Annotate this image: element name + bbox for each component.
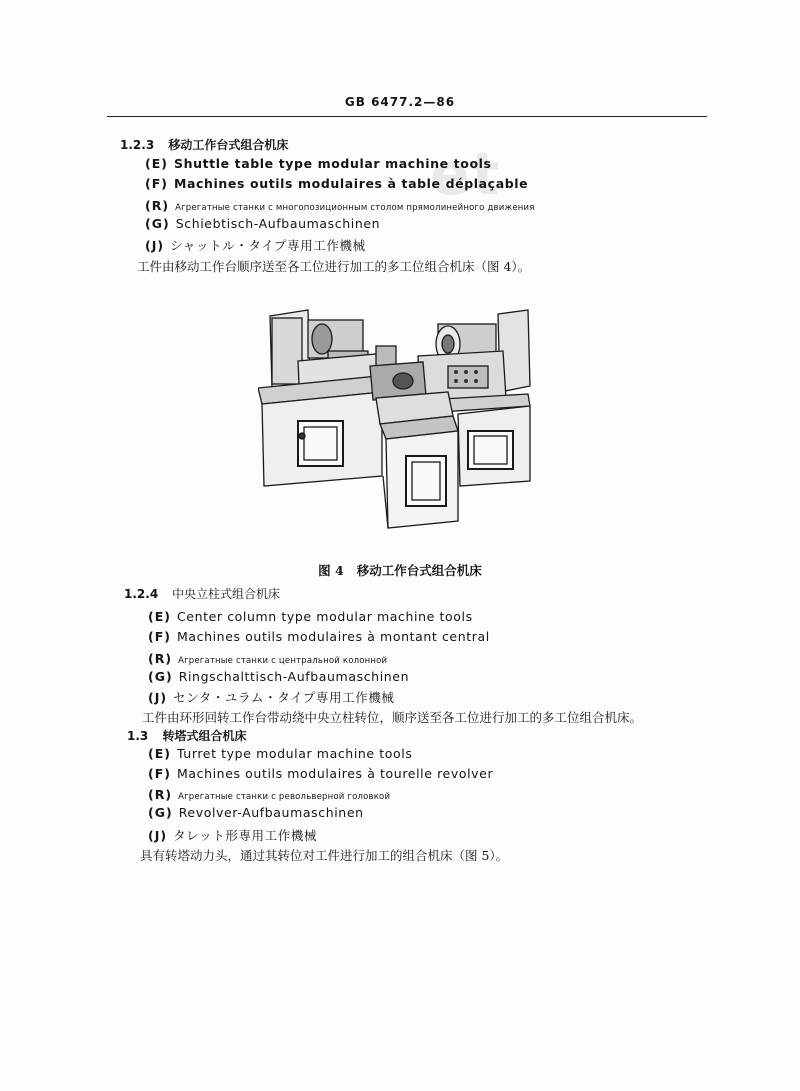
section-heading-1-3 <box>127 727 246 744</box>
term-text: センタ・ユラム・タイプ専用工作機械 <box>173 690 395 705</box>
language-code: (G) <box>145 216 170 231</box>
term-text: Turret type modular machine tools <box>176 746 413 761</box>
language-code: (G) <box>148 669 173 684</box>
language-code: (G) <box>148 805 173 820</box>
language-code: (E) <box>148 609 171 624</box>
term-text: Machines outils modulaires à montant central <box>176 629 490 644</box>
section-heading-1-2-3 <box>120 136 288 153</box>
term-text: Center column type modular machine tools <box>176 609 473 624</box>
section-number: 1.3 <box>127 729 149 743</box>
section-title: 转塔式组合机床 <box>162 729 247 743</box>
language-code: (R) <box>145 198 170 213</box>
term-text: Schiebtisch-Aufbaumaschinen <box>175 216 381 231</box>
term-english <box>145 156 492 171</box>
term-text: Агрегатные станки с центральной колонной <box>178 656 388 666</box>
term-text: タレット形専用工作機械 <box>173 828 318 843</box>
language-code: (E) <box>148 746 171 761</box>
term-french <box>148 629 490 644</box>
language-code: (J) <box>148 828 168 843</box>
language-code: (F) <box>148 766 171 781</box>
section-title: 移动工作台式组合机床 <box>168 138 289 152</box>
term-german <box>148 669 409 684</box>
term-text: Агрегатные станки с многопозиционным столом прямолинейного движения <box>175 203 535 213</box>
language-code: (E) <box>145 156 168 171</box>
term-french <box>148 766 493 781</box>
term-text: Shuttle table type modular machine tools <box>173 156 492 171</box>
term-french <box>145 176 528 191</box>
term-english <box>148 746 412 761</box>
section-number: 1.2.3 <box>120 138 155 152</box>
watermark: et <box>430 140 502 208</box>
section-title: 中央立柱式组合机床 <box>172 587 281 601</box>
term-russian <box>148 651 387 666</box>
term-german <box>148 805 364 820</box>
header-rule <box>107 116 707 117</box>
term-text: Ringschalttisch-Aufbaumaschinen <box>178 669 410 684</box>
term-text: Revolver-Aufbaumaschinen <box>178 805 364 820</box>
term-japanese <box>148 688 395 706</box>
language-code: (J) <box>145 238 165 253</box>
language-code: (J) <box>148 690 168 705</box>
figure-caption-text: 移动工作台式组合机床 <box>356 563 482 578</box>
term-german <box>145 216 380 231</box>
language-code: (F) <box>145 176 168 191</box>
term-japanese <box>145 236 366 254</box>
term-russian <box>145 198 535 213</box>
page-header-standard-number: GB 6477.2—86 <box>344 95 456 109</box>
figure-4-machine-illustration <box>258 306 538 535</box>
term-japanese <box>148 826 317 844</box>
term-text: Агрегатные станки с револьверной головкой <box>178 792 391 802</box>
term-english <box>148 609 473 624</box>
figure-label: 图 4 <box>318 563 344 578</box>
term-text: シャットル・タイプ専用工作機械 <box>170 238 366 253</box>
term-text: Machines outils modulaires à table déplaçable <box>173 176 529 191</box>
figure-4-caption <box>0 561 800 579</box>
term-russian <box>148 787 390 802</box>
term-text: Machines outils modulaires à tourelle revolver <box>176 766 494 781</box>
language-code: (R) <box>148 787 173 802</box>
language-code: (F) <box>148 629 171 644</box>
section-heading-1-2-4 <box>124 585 280 602</box>
definition-paragraph: 工件由移动工作台顺序送至各工位进行加工的多工位组合机床（图 4）。 <box>137 259 531 274</box>
definition-paragraph: 工件由环形回转工作台带动绕中央立柱转位，顺序送至各工位进行加工的多工位组合机床。 <box>142 710 643 725</box>
language-code: (R) <box>148 651 173 666</box>
section-number: 1.2.4 <box>124 587 159 601</box>
definition-paragraph: 具有转塔动力头，通过其转位对工件进行加工的组合机床（图 5）。 <box>140 848 509 863</box>
